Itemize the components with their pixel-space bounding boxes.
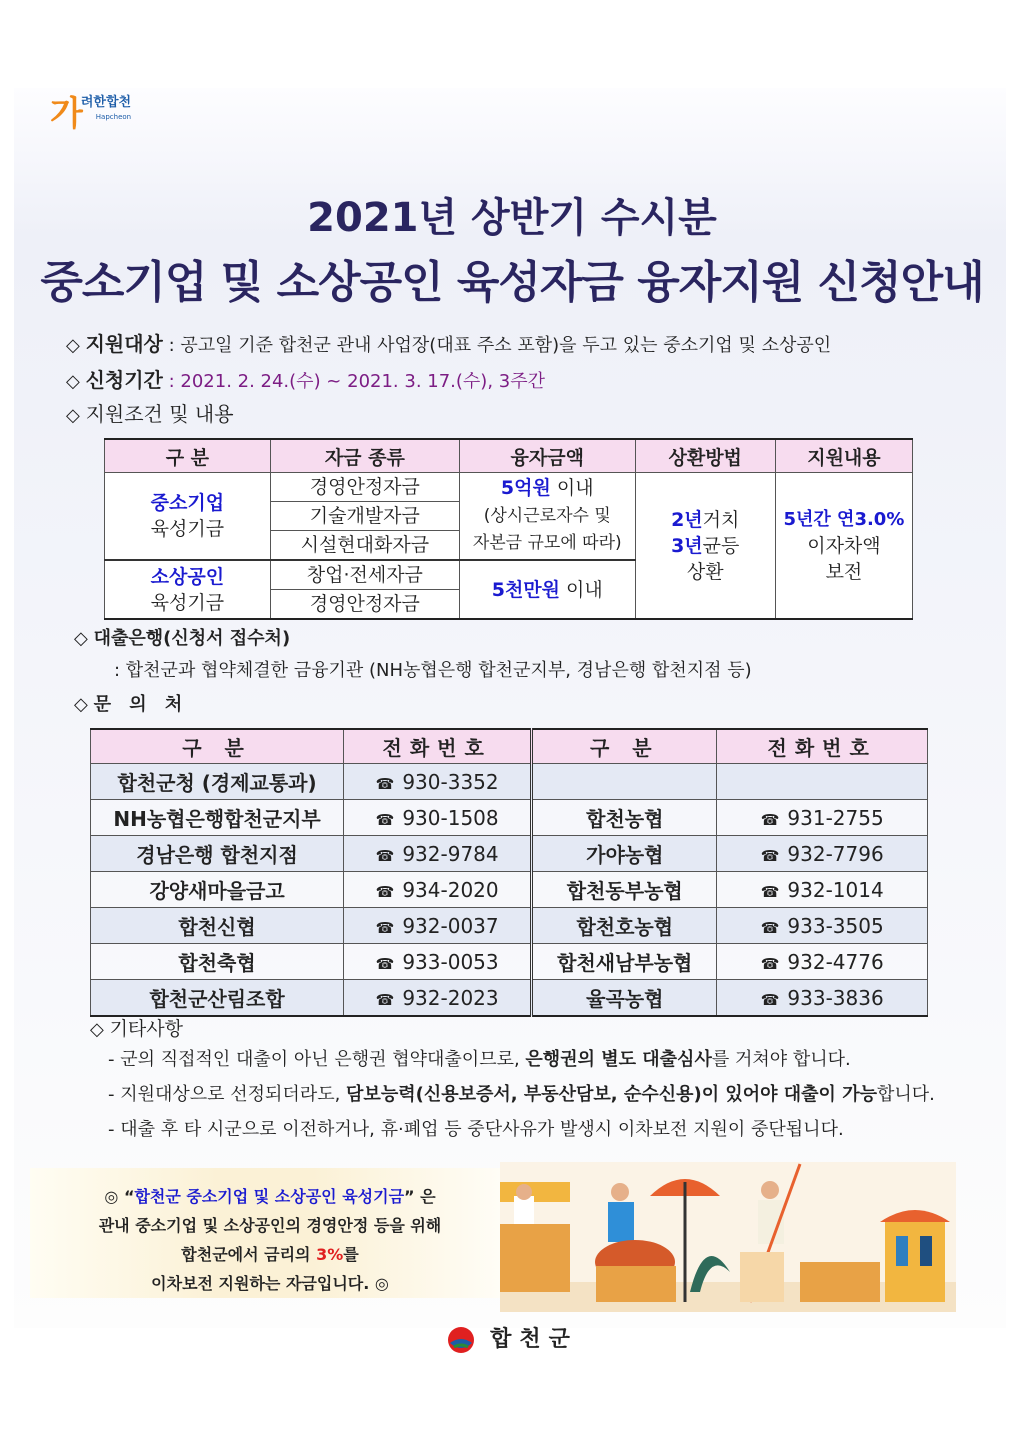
other-notes: [108, 1042, 935, 1147]
diamond-icon: ◇: [74, 628, 88, 649]
table-row: 합천군산림조합 ☎ 932-2023 율곡농협 ☎ 933-3836: [91, 980, 928, 1017]
hapcheon-logo: [50, 90, 132, 134]
page-title-line2: 중소기업 및 소상공인 육성자금 융자지원 신청안내: [40, 257, 984, 308]
phone-icon: ☎: [375, 774, 395, 793]
other-row: ◇ 기타사항: [90, 1018, 183, 1040]
contact-table: [90, 728, 928, 1017]
phone-icon: ☎: [375, 810, 395, 829]
page-title-line1: 2021년 상반기 수시분: [307, 195, 717, 241]
table-header-row: 구 분 전화번호 구 분 전화번호: [91, 729, 928, 764]
diamond-icon: ◇: [90, 1019, 104, 1040]
note-1: - 군의 직접적인 대출이 아닌 은행권 협약대출이므로, 은행권의 별도 대출심사를 거쳐야 합니다.: [108, 1049, 851, 1070]
period-row: ◇ 신청기간 : 2021. 2. 24.(수) ~ 2021. 3. 17.(수), 3주간: [66, 368, 545, 392]
phone-icon: ☎: [375, 882, 395, 901]
diamond-icon: ◇: [66, 335, 80, 356]
diamond-icon: ◇: [66, 371, 80, 392]
note-3: - 대출 후 타 시군으로 이전하거나, 휴·폐업 등 중단사유가 발생시 이차보전 지원이 중단됩니다.: [108, 1119, 844, 1140]
phone-icon: ☎: [760, 990, 780, 1009]
phone-icon: ☎: [375, 990, 395, 1009]
phone-icon: ☎: [375, 918, 395, 937]
diamond-icon: ◇: [74, 694, 88, 715]
diamond-icon: ◇: [66, 405, 80, 426]
table-row: 경남은행 합천지점 ☎ 932-9784 가야농협 ☎ 932-7796: [91, 836, 928, 872]
phone-icon: ☎: [375, 954, 395, 973]
support-benefit: 5년간 연3.0% 이자차액 보전: [775, 473, 912, 620]
contact-row: ◇ 문 의 처: [74, 694, 189, 715]
logo-text: 려한합천 Hapcheon: [80, 95, 132, 121]
phone-icon: ☎: [760, 954, 780, 973]
table-row: 합천군청 (경제교통과) ☎ 930-3352: [91, 764, 928, 800]
table-header-row: 구 분 자금 종류 융자금액 상환방법 지원내용: [105, 439, 913, 473]
target-row: ◇ 지원대상 : 공고일 기준 합천군 관내 사업장(대표 주소 포함)을 두고 있는 중소기업 및 소상공인: [66, 332, 832, 356]
small-business-amount: 5천만원 이내: [459, 560, 635, 619]
sme-fund-category: 중소기업 육성기금: [105, 473, 271, 561]
footer: 합천군: [0, 1322, 1024, 1355]
support-conditions-table: 구 분 자금 종류 융자금액 상환방법 지원내용 중소기업 육성기금 경영안정자금 5억원 이내 (상시근로자수 및 자본금 규모에 따라) 2년거치 3년균등 상환 5년간 연3.0% 이자차액 보전 기술개발자금 시설현대화자금 소상공인 육성기금 창업·전세자금 5천만원 이내 경영안정자금: [104, 438, 913, 620]
note-2: - 지원대상으로 선정되더라도, 담보능력(신용보증서, 부동산담보, 순수신용)이 있어야 대출이 가능합니다.: [108, 1084, 935, 1105]
banner-text: ◎ “합천군 중소기업 및 소상공인 육성기금” 은 관내 중소기업 및 소상공인의 경영안정 등을 위해 합천군에서 금리의 3%를 이차보전 지원하는 자금입니다. ◎: [98, 1187, 442, 1293]
phone-icon: ☎: [375, 846, 395, 865]
bank-row: ◇ 대출은행(신청서 접수처): [74, 628, 291, 649]
table-row: NH농협은행합천군지부 ☎ 930-1508 합천농협 ☎ 931-2755: [91, 800, 928, 836]
market-illustration: [500, 1162, 956, 1312]
sme-amount: 5억원 이내 (상시근로자수 및 자본금 규모에 따라): [459, 473, 635, 561]
table-row: 합천축협 ☎ 933-0053 합천새남부농협 ☎ 932-4776: [91, 944, 928, 980]
table-row: 강양새마을금고 ☎ 934-2020 합천동부농협 ☎ 932-1014: [91, 872, 928, 908]
repayment-method: 2년거치 3년균등 상환: [635, 473, 775, 620]
table-row: 합천신협 ☎ 932-0037 합천호농협 ☎ 933-3505: [91, 908, 928, 944]
phone-icon: ☎: [760, 882, 780, 901]
bank-text: : 합천군과 협약체결한 금융기관 (NH농협은행 합천군지부, 경남은행 합천지점 등): [114, 660, 752, 681]
small-business-fund-category: 소상공인 육성기금: [105, 560, 271, 619]
phone-icon: ☎: [760, 918, 780, 937]
conditions-row: ◇ 지원조건 및 내용: [66, 402, 234, 426]
phone-icon: ☎: [760, 846, 780, 865]
hapcheon-emblem-icon: [446, 1325, 476, 1355]
logo-mark: 가: [50, 93, 79, 134]
phone-icon: ☎: [760, 810, 780, 829]
